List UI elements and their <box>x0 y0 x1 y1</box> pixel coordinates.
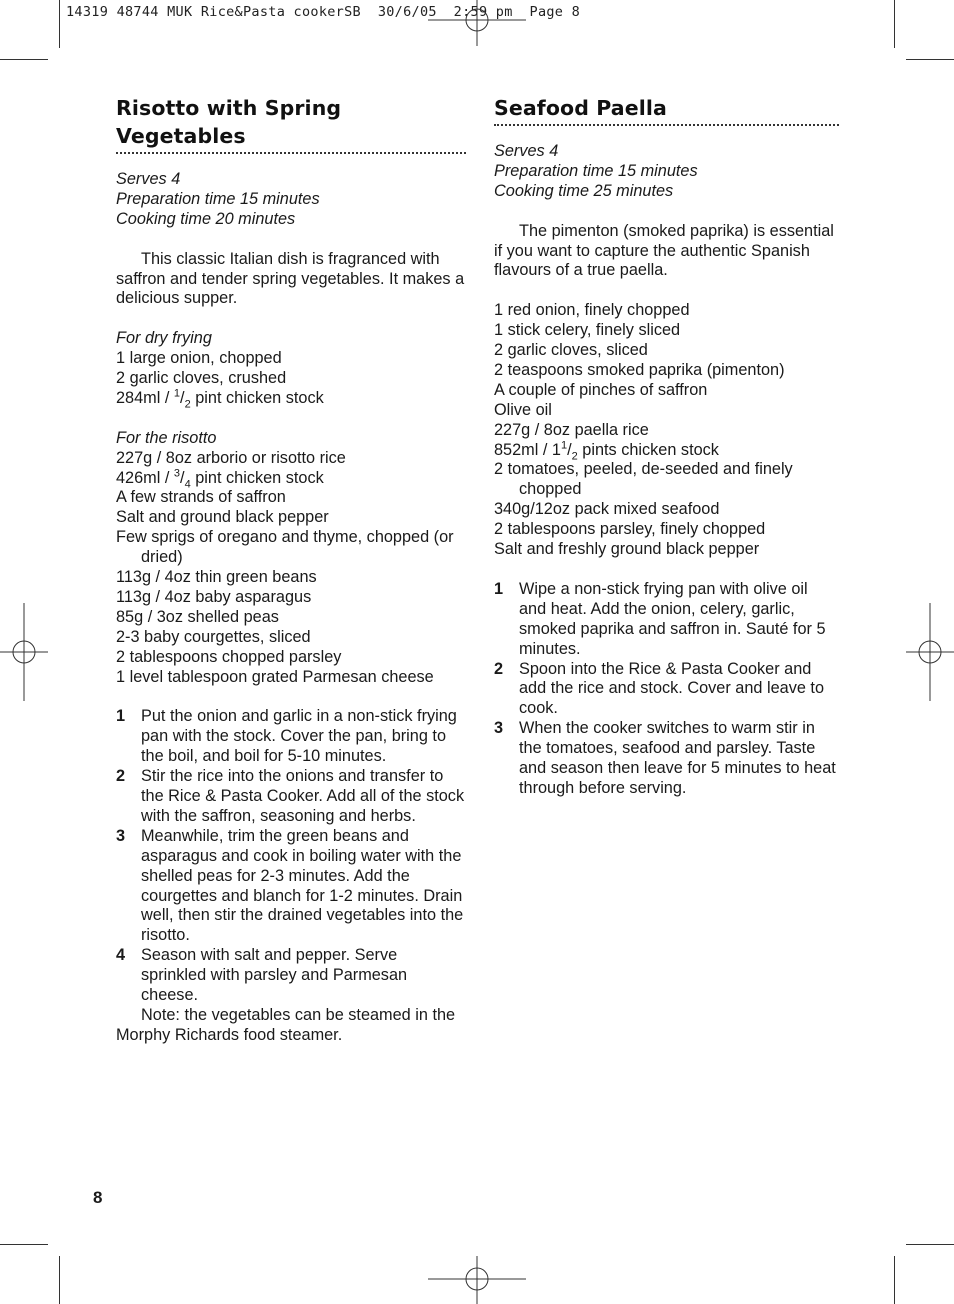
serves: Serves 4 <box>494 142 559 160</box>
ingredient-list-dry <box>116 349 466 409</box>
recipe-title: Seafood Paella <box>494 96 667 120</box>
prep-time: Preparation time 15 minutes <box>494 161 698 180</box>
ingredient-item: 1 level tablespoon grated Parmesan cheese <box>116 667 434 686</box>
printer-slug: 14319 48744 MUK Rice&Pasta cookerSB 30/6/05 2:59 pm Page 8 <box>66 4 581 20</box>
recipe-meta <box>494 142 839 202</box>
ingredient-item: $426ml / ^3/_4$ pint chicken stock <box>116 467 324 490</box>
ingredient-item: Salt and ground black pepper <box>116 508 329 527</box>
ingredient-item: 227g / 8oz paella rice <box>494 420 649 439</box>
cook-time: Cooking time 25 minutes <box>494 181 674 200</box>
crop-mark-top-left-horizontal <box>0 59 48 60</box>
ingredient-item: 113g / 4oz thin green beans <box>116 568 317 587</box>
ingredient-item: 113g / 4oz baby asparagus <box>116 587 312 606</box>
step-number: 1 <box>116 707 126 726</box>
ingredient-item: 1 large onion, chopped <box>116 349 282 368</box>
serves: Serves 4 <box>116 170 181 188</box>
dotted-rule <box>116 152 466 154</box>
registration-mark-left-icon <box>0 603 48 701</box>
ingredient-item: Olive oil <box>494 400 552 419</box>
step-number: 2 <box>116 767 126 786</box>
ingredient-item: 2 teaspoons smoked paprika (pimenton) <box>494 360 785 379</box>
step-text: Season with salt and pepper. Serve sprinkled with parsley and Parmesan cheese. <box>141 946 408 1005</box>
step-text: Meanwhile, trim the green beans and asparagus and cook in boiling water with the shelled peas for 2-3 minutes. Add the courgettes and blanch for 1-2 minutes. Drain well, then stir the drained vegetables into the risotto. <box>141 826 464 945</box>
recipe-paella <box>494 94 839 799</box>
ingredient-item: 1 stick celery, finely sliced <box>494 321 681 340</box>
step-text: Wipe a non-stick frying pan with olive oil and heat. Add the onion, celery, garlic, smoked paprika and saffron in. Sauté for 5 minutes. <box>519 579 826 658</box>
step-number: 4 <box>116 946 126 965</box>
ingredient-item: $284ml / ^1/_2$ pint chicken stock <box>116 387 324 411</box>
ingredient-list <box>494 301 839 560</box>
ingredient-item: 85g / 3oz shelled peas <box>116 607 279 626</box>
ingredient-item: A few strands of saffron <box>116 488 286 507</box>
ingredient-item: 2 garlic cloves, sliced <box>494 341 648 360</box>
step-text: Stir the rice into the onions and transfer to the Rice & Pasta Cooker. Add all of the stock with the saffron, seasoning and herbs. <box>141 767 465 825</box>
ingredient-item: A couple of pinches of saffron <box>494 380 708 399</box>
recipe-intro: This classic Italian dish is fragranced with saffron and tender spring vegetables. It makes a delicious supper. <box>116 249 465 308</box>
ingredient-item: 1 red onion, finely chopped <box>494 301 690 320</box>
prep-time: Preparation time 15 minutes <box>116 189 320 208</box>
section-heading-dry-frying: For dry frying <box>116 329 212 348</box>
ingredient-item: 2 tablespoons chopped parsley <box>116 647 342 666</box>
registration-mark-top-icon <box>428 0 526 48</box>
crop-mark-top-right-horizontal <box>906 59 954 60</box>
recipe-note: Note: the vegetables can be steamed in the Morphy Richards food steamer. <box>116 1006 456 1044</box>
crop-mark-bottom-right-vertical <box>894 1256 895 1304</box>
recipe-intro: The pimenton (smoked paprika) is essential if you want to capture the authentic Spanish flavours of a true paella. <box>494 221 834 280</box>
ingredient-item: Few sprigs of oregano and thyme, chopped (or dried) <box>116 528 454 567</box>
ingredient-item: 227g / 8oz arborio or risotto rice <box>116 448 346 467</box>
method-step <box>494 660 839 720</box>
registration-mark-right-icon <box>906 603 954 701</box>
method-step <box>116 707 466 767</box>
ingredient-item: Salt and freshly ground black pepper <box>494 540 760 559</box>
ingredient-item: 2 tablespoons parsley, finely chopped <box>494 520 766 539</box>
ingredient-item: 340g/12oz pack mixed seafood <box>494 500 720 519</box>
cook-time: Cooking time 20 minutes <box>116 209 296 228</box>
step-text: When the cooker switches to warm stir in the tomatoes, seafood and parsley. Taste and season then leave for 5 minutes to heat through before serving. <box>519 719 836 797</box>
step-text: Put the onion and garlic in a non-stick frying pan with the stock. Cover the pan, bring to the boil, and boil for 5-10 minutes. <box>141 707 457 766</box>
ingredient-item: 2-3 baby courgettes, sliced <box>116 627 311 646</box>
ingredient-item: 2 garlic cloves, crushed <box>116 369 287 388</box>
method-step <box>494 580 839 660</box>
step-text: Spoon into the Rice & Pasta Cooker and add the rice and stock. Cover and leave to cook. <box>519 659 825 718</box>
method-steps <box>494 580 839 799</box>
crop-mark-bottom-right-horizontal <box>906 1244 954 1245</box>
ingredient-item: 2 tomatoes, peeled, de-seeded and finely chopped <box>494 460 793 499</box>
step-number: 3 <box>116 826 126 845</box>
recipe-title: Risotto with Spring Vegetables <box>116 96 342 148</box>
method-step <box>116 767 466 827</box>
method-step <box>494 719 839 799</box>
step-number: 2 <box>494 659 504 678</box>
crop-mark-bottom-left-vertical <box>59 1256 60 1304</box>
method-steps <box>116 707 466 1006</box>
step-number: 3 <box>494 719 504 738</box>
registration-mark-bottom-icon <box>428 1256 526 1304</box>
step-number: 1 <box>494 579 504 598</box>
dotted-rule <box>494 124 839 126</box>
section-heading-risotto: For the risotto <box>116 428 217 447</box>
recipe-meta <box>116 170 466 230</box>
crop-mark-top-left-vertical <box>59 0 60 48</box>
recipe-risotto <box>116 94 466 1046</box>
ingredient-list-risotto <box>116 449 466 688</box>
method-step <box>116 946 466 1006</box>
page-number: 8 <box>93 1188 103 1207</box>
ingredient-item: $852ml / 1^1/_2$ pints chicken stock <box>494 439 719 462</box>
crop-mark-bottom-left-horizontal <box>0 1244 48 1245</box>
crop-mark-top-right-vertical <box>894 0 895 48</box>
method-step <box>116 827 466 946</box>
